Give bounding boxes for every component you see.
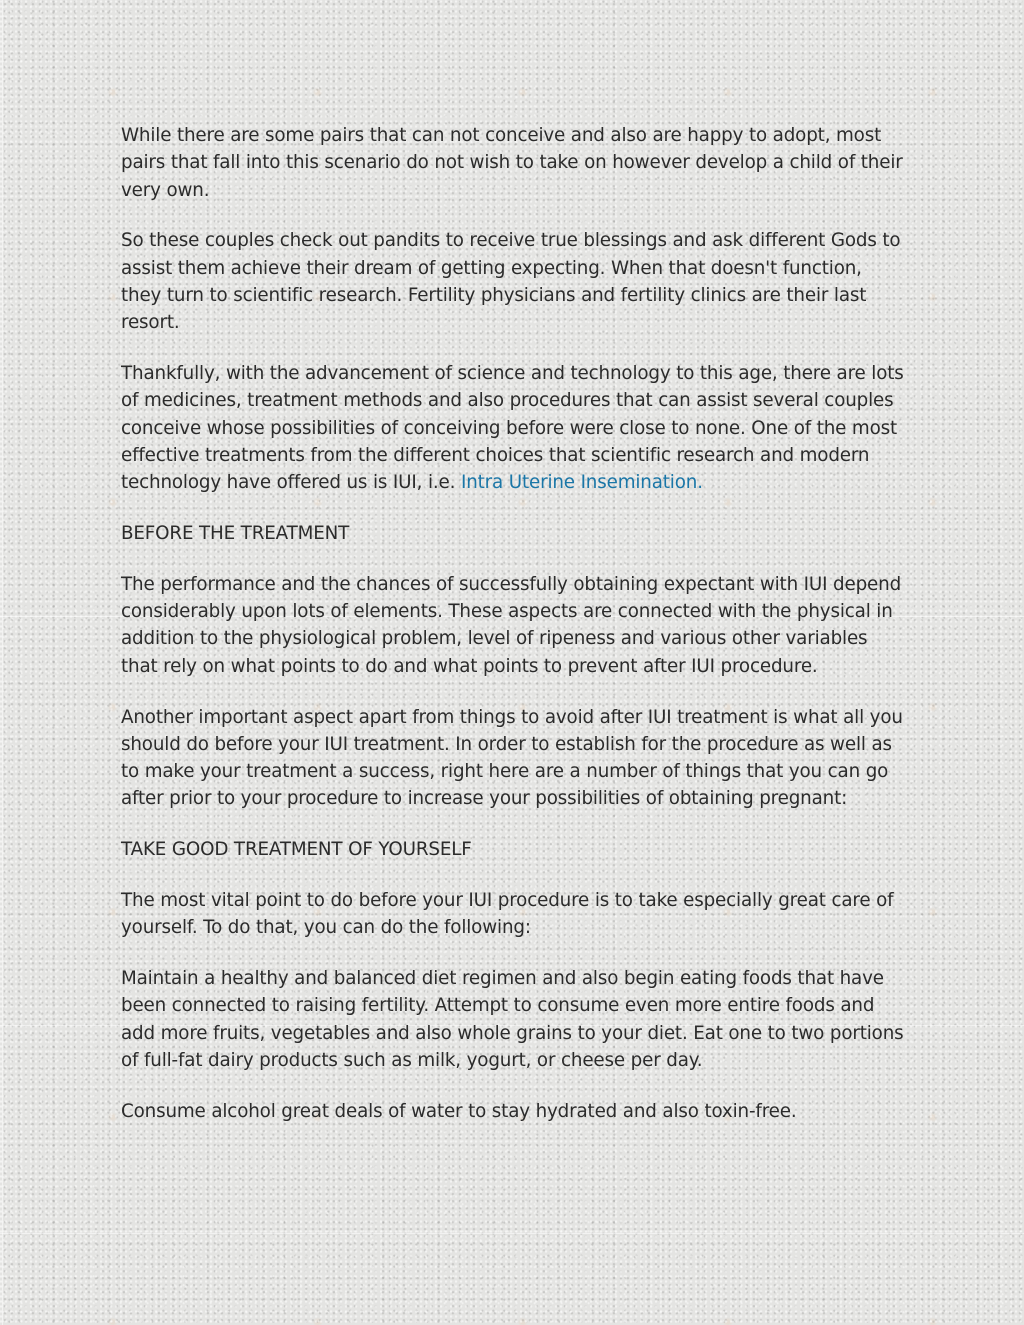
heading-take-care: TAKE GOOD TREATMENT OF YOURSELF (121, 839, 472, 861)
paragraph-advancement-text: Thankfully, with the advancement of science and technology to this age, there are lots of medicines, treatment methods and also procedures that can assist several couples conceive whose possibilities of conceiving before were close to none. One of the most effective treatments from the different choices that scientific research and modern technology have offered us is IUI, i.e. (121, 363, 904, 494)
paragraph-intro: While there are some pairs that can not conceive and also are happy to adopt, most pairs that fall into this scenario do not wish to take on however develop a child of their very own. (121, 125, 903, 201)
iui-link[interactable]: Intra Uterine Insemination. (460, 472, 703, 494)
heading-before-treatment: BEFORE THE TREATMENT (121, 523, 350, 545)
paragraph-couples: So these couples check out pandits to receive true blessings and ask different Gods to assist them achieve their dream of getting expecting. When that doesn't function, they turn to scientific research. Fertility physicians and fertility clinics are their last resort. (121, 230, 901, 334)
paragraph-vital-point: The most vital point to do before your IUI procedure is to take especially great care of yourself. To do that, you can do the following: (121, 890, 894, 939)
paragraph-important-aspect: Another important aspect apart from things to avoid after IUI treatment is what all you should do before your IUI treatment. In order to establish for the procedure as well as to make your treatment a success, right here are a number of things that you can go after prior to your procedure to increase your possibilities of obtaining pregnant: (121, 706, 903, 810)
background-tile-seam (0, 1233, 1024, 1234)
paragraph-advancement (121, 360, 907, 496)
background-tile-seam (2, 0, 3, 1325)
paragraph-performance: The performance and the chances of successfully obtaining expectant with IUI depend considerably upon lots of elements. These aspects are connected with the physical in addition to the physiological problem, level of ripeness and various other variables that rely on what points to do and what points to prevent after IUI procedure. (121, 573, 902, 677)
document-body (121, 122, 907, 1149)
paragraph-water: Consume alcohol great deals of water to stay hydrated and also toxin-free. (121, 1100, 797, 1122)
paragraph-diet: Maintain a healthy and balanced diet regimen and also begin eating foods that have been connected to raising fertility. Attempt to consume even more entire foods and add more fruits, vegetables and also whole grains to your diet. Eat one to two portions of full-fat dairy products such as milk, yogurt, or cheese per day. (121, 968, 904, 1072)
